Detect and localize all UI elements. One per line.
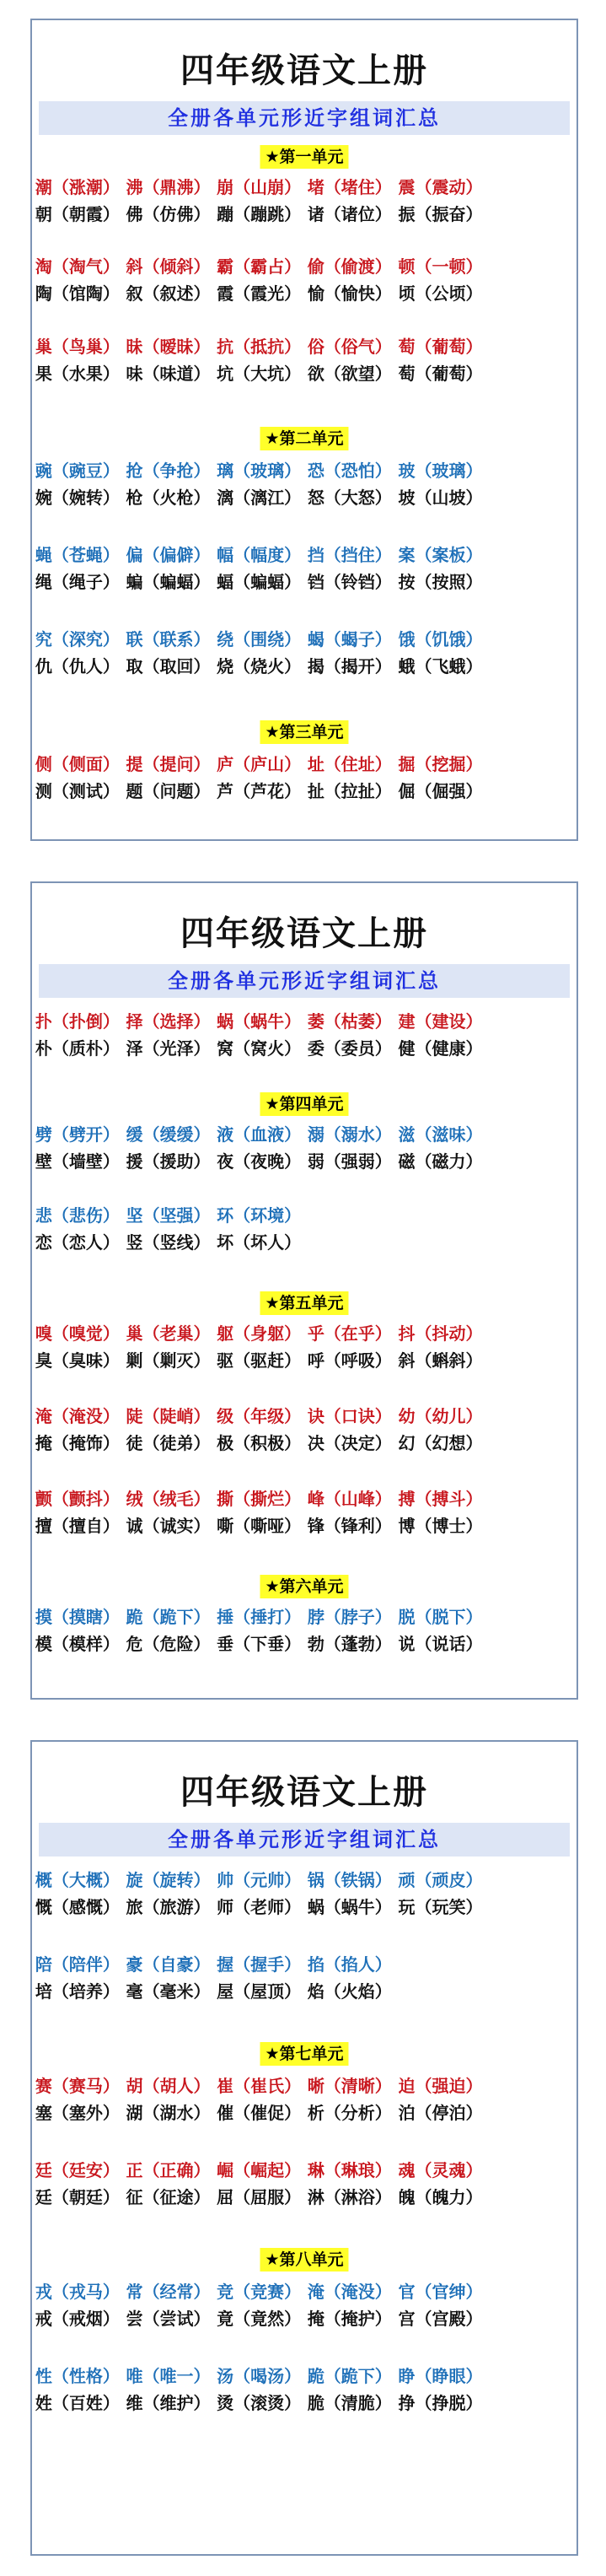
word-cell: 湖（湖水） bbox=[126, 2103, 211, 2123]
unit-4-label: ★第四单元 bbox=[260, 1092, 348, 1116]
word-cell: 坏（坏人） bbox=[217, 1232, 302, 1253]
word-cell: 斜（蝌斜） bbox=[398, 1350, 483, 1371]
unit-7-label: ★第七单元 bbox=[260, 2042, 348, 2066]
word-cell: 垂（下垂） bbox=[217, 1634, 302, 1654]
word-cell: 侧（侧面） bbox=[35, 754, 120, 774]
word-row bbox=[32, 282, 577, 305]
word-cell: 烧（烧火） bbox=[217, 656, 302, 676]
word-cell: 绳（绳子） bbox=[35, 572, 120, 592]
word-cell: 震（震动） bbox=[398, 177, 483, 197]
word-row bbox=[32, 2280, 577, 2304]
word-cell: 择（选择） bbox=[126, 1011, 211, 1032]
word-row bbox=[32, 1431, 577, 1455]
word-cell: 堵（堵住） bbox=[307, 177, 392, 197]
word-cell: 正（正确） bbox=[126, 2160, 211, 2180]
sheet-page-1 bbox=[30, 19, 578, 841]
unit-6-label: ★第六单元 bbox=[260, 1575, 348, 1598]
word-cell: 剿（剿灭） bbox=[126, 1350, 211, 1371]
word-cell: 胡（胡人） bbox=[126, 2076, 211, 2096]
word-row bbox=[32, 1980, 577, 2003]
word-cell: 滋（滋味） bbox=[398, 1124, 483, 1145]
word-cell: 师（老师） bbox=[217, 1897, 302, 1917]
word-cell: 陪（陪伴） bbox=[35, 1954, 120, 1975]
word-cell: 霸（霸占） bbox=[217, 256, 302, 277]
word-cell: 味（味道） bbox=[126, 364, 211, 384]
word-cell: 崔（崔氏） bbox=[217, 2076, 302, 2096]
word-cell: 怒（大怒） bbox=[307, 488, 392, 508]
word-cell: 巢（老巢） bbox=[126, 1323, 211, 1344]
word-cell: 昧（暧昧） bbox=[126, 337, 211, 357]
word-row bbox=[32, 1953, 577, 1976]
word-cell: 握（握手） bbox=[217, 1954, 302, 1975]
word-cell: 悲（悲伤） bbox=[35, 1205, 120, 1226]
word-cell: 玻（玻璃） bbox=[398, 461, 483, 481]
word-cell: 璃（玻璃） bbox=[217, 461, 302, 481]
word-cell: 跪（跪下） bbox=[307, 2366, 392, 2386]
word-cell: 宫（宫殿） bbox=[398, 2309, 483, 2329]
word-cell: 睁（睁眼） bbox=[398, 2366, 483, 2386]
word-cell: 健（健康） bbox=[398, 1038, 483, 1059]
word-cell: 旅（旅游） bbox=[126, 1897, 211, 1917]
word-cell: 恋（恋人） bbox=[35, 1232, 120, 1253]
word-cell: 唯（唯一） bbox=[126, 2366, 211, 2386]
word-cell: 毫（毫米） bbox=[126, 1981, 211, 2002]
word-cell: 偏（偏僻） bbox=[126, 545, 211, 565]
word-cell: 锅（铁锅） bbox=[307, 1870, 392, 1890]
word-row bbox=[32, 1123, 577, 1146]
word-cell: 淹（淹没） bbox=[307, 2282, 392, 2302]
word-cell: 捶（捶打） bbox=[217, 1607, 302, 1627]
word-cell: 屈（屈服） bbox=[217, 2187, 302, 2207]
word-cell: 朴（质朴） bbox=[35, 1038, 120, 1059]
word-cell: 铛（铃铛） bbox=[307, 572, 392, 592]
word-row bbox=[32, 655, 577, 678]
word-cell: 模（模样） bbox=[35, 1634, 120, 1654]
word-cell: 扑（扑倒） bbox=[35, 1011, 120, 1032]
word-cell: 掘（挖掘） bbox=[398, 754, 483, 774]
word-row bbox=[32, 2185, 577, 2209]
word-cell: 抗（抵抗） bbox=[217, 337, 302, 357]
word-cell: 撕（撕烂） bbox=[217, 1489, 302, 1509]
word-cell: 倔（倔强） bbox=[398, 781, 483, 801]
word-cell: 官（官绅） bbox=[398, 2282, 483, 2302]
page-subtitle: 全册各单元形近字组词汇总 bbox=[39, 101, 570, 135]
word-cell: 漓（漓江） bbox=[217, 488, 302, 508]
word-cell: 呼（呼吸） bbox=[307, 1350, 392, 1371]
word-row bbox=[32, 459, 577, 482]
word-cell: 蜗（蜗牛） bbox=[307, 1897, 392, 1917]
word-cell: 廷（朝廷） bbox=[35, 2187, 120, 2207]
word-cell: 徒（徒弟） bbox=[126, 1433, 211, 1453]
word-cell: 魄（魄力） bbox=[398, 2187, 483, 2207]
word-cell: 俗（俗气） bbox=[307, 337, 392, 357]
word-cell: 萄（葡萄） bbox=[398, 337, 483, 357]
word-cell: 蛾（飞蛾） bbox=[398, 656, 483, 676]
sheet-page-2 bbox=[30, 881, 578, 1700]
word-row bbox=[32, 1514, 577, 1538]
word-cell: 委（委员） bbox=[307, 1038, 392, 1059]
word-cell: 汤（喝汤） bbox=[217, 2366, 302, 2386]
word-cell: 嘶（嘶哑） bbox=[217, 1516, 302, 1536]
word-cell: 泽（光泽） bbox=[126, 1038, 211, 1059]
word-cell: 枪（火枪） bbox=[126, 488, 211, 508]
word-cell: 掩（掩护） bbox=[307, 2309, 392, 2329]
word-cell: 帅（元帅） bbox=[217, 1870, 302, 1890]
word-row bbox=[32, 202, 577, 226]
word-cell: 欲（欲望） bbox=[307, 364, 392, 384]
word-row bbox=[32, 1605, 577, 1629]
page-title: 四年级语文上册 bbox=[180, 913, 428, 953]
word-cell: 豌（豌豆） bbox=[35, 461, 120, 481]
word-cell: 弱（强弱） bbox=[307, 1151, 392, 1172]
word-cell: 嗅（嗅觉） bbox=[35, 1323, 120, 1344]
word-cell: 揭（揭开） bbox=[307, 656, 392, 676]
word-cell: 性（性格） bbox=[35, 2366, 120, 2386]
word-row bbox=[32, 1895, 577, 1919]
word-cell: 顿（一顿） bbox=[398, 256, 483, 277]
word-row bbox=[32, 362, 577, 385]
word-cell: 芦（芦花） bbox=[217, 781, 302, 801]
word-cell: 坡（山坡） bbox=[398, 488, 483, 508]
word-cell: 屋（屋顶） bbox=[217, 1981, 302, 2002]
word-cell: 萎（枯萎） bbox=[307, 1011, 392, 1032]
word-cell: 淘（淘气） bbox=[35, 256, 120, 277]
page-subtitle: 全册各单元形近字组词汇总 bbox=[39, 964, 570, 998]
word-cell: 峰（山峰） bbox=[307, 1489, 392, 1509]
word-cell: 婉（婉转） bbox=[35, 488, 120, 508]
word-cell: 勃（蓬勃） bbox=[307, 1634, 392, 1654]
word-cell: 决（决定） bbox=[307, 1433, 392, 1453]
word-cell: 蝇（苍蝇） bbox=[35, 545, 120, 565]
word-cell: 恐（恐怕） bbox=[307, 461, 392, 481]
word-cell: 驱（驱赶） bbox=[217, 1350, 302, 1371]
word-cell: 坑（大坑） bbox=[217, 364, 302, 384]
word-cell: 沸（鼎沸） bbox=[126, 177, 211, 197]
word-cell: 淹（淹没） bbox=[35, 1406, 120, 1426]
word-cell: 佛（仿佛） bbox=[126, 204, 211, 224]
word-cell: 庐（庐山） bbox=[217, 754, 302, 774]
word-row bbox=[32, 1349, 577, 1372]
word-row bbox=[32, 175, 577, 199]
word-cell: 按（按照） bbox=[398, 572, 483, 592]
word-cell: 窝（窝火） bbox=[217, 1038, 302, 1059]
word-cell: 溺（溺水） bbox=[307, 1124, 392, 1145]
word-row bbox=[32, 779, 577, 803]
word-cell: 玩（玩笑） bbox=[398, 1897, 483, 1917]
unit-5-label: ★第五单元 bbox=[260, 1291, 348, 1315]
word-cell: 搏（搏斗） bbox=[398, 1489, 483, 1509]
word-cell: 援（援助） bbox=[126, 1151, 211, 1172]
word-cell: 竟（竟然） bbox=[217, 2309, 302, 2329]
word-cell: 晰（清晰） bbox=[307, 2076, 392, 2096]
word-cell: 级（年级） bbox=[217, 1406, 302, 1426]
word-cell: 培（培养） bbox=[35, 1981, 120, 2002]
word-cell: 诚（诚实） bbox=[126, 1516, 211, 1536]
word-cell: 饿（饥饿） bbox=[398, 629, 483, 649]
word-cell: 绒（绒毛） bbox=[126, 1489, 211, 1509]
page-subtitle: 全册各单元形近字组词汇总 bbox=[39, 1823, 570, 1857]
word-row bbox=[32, 2101, 577, 2125]
word-cell: 诸（诸位） bbox=[307, 204, 392, 224]
word-cell: 豪（自豪） bbox=[126, 1954, 211, 1975]
word-cell: 析（分析） bbox=[307, 2103, 392, 2123]
word-cell: 液（血液） bbox=[217, 1124, 302, 1145]
word-cell: 究（深究） bbox=[35, 629, 120, 649]
word-cell: 愉（愉快） bbox=[307, 283, 392, 304]
word-cell: 抖（抖动） bbox=[398, 1323, 483, 1344]
word-cell: 扯（拉扯） bbox=[307, 781, 392, 801]
word-row bbox=[32, 1632, 577, 1656]
word-cell: 廷（廷安） bbox=[35, 2160, 120, 2180]
word-row bbox=[32, 628, 577, 651]
word-cell: 臭（臭味） bbox=[35, 1350, 120, 1371]
word-row bbox=[32, 1487, 577, 1511]
word-cell: 蜗（蜗牛） bbox=[217, 1011, 302, 1032]
word-cell: 危（危险） bbox=[126, 1634, 211, 1654]
word-cell: 案（案板） bbox=[398, 545, 483, 565]
word-cell: 幻（幻想） bbox=[398, 1433, 483, 1453]
word-row bbox=[32, 1868, 577, 1892]
word-cell: 魂（灵魂） bbox=[398, 2160, 483, 2180]
word-cell: 振（振奋） bbox=[398, 204, 483, 224]
word-cell: 催（催促） bbox=[217, 2103, 302, 2123]
word-row bbox=[32, 1037, 577, 1060]
word-cell: 崩（山崩） bbox=[217, 177, 302, 197]
word-cell: 缓（缓缓） bbox=[126, 1124, 211, 1145]
word-cell: 跪（跪下） bbox=[126, 1607, 211, 1627]
word-cell: 陡（陡峭） bbox=[126, 1406, 211, 1426]
word-cell: 幼（幼儿） bbox=[398, 1406, 483, 1426]
word-cell: 萄（葡萄） bbox=[398, 364, 483, 384]
word-cell: 说（说话） bbox=[398, 1634, 483, 1654]
word-row bbox=[32, 2074, 577, 2098]
word-row bbox=[32, 2364, 577, 2388]
word-cell: 斜（倾斜） bbox=[126, 256, 211, 277]
word-cell: 征（征途） bbox=[126, 2187, 211, 2207]
word-cell: 题（问题） bbox=[126, 781, 211, 801]
word-cell: 陶（馆陶） bbox=[35, 283, 120, 304]
word-cell: 联（联系） bbox=[126, 629, 211, 649]
unit-2-label: ★第二单元 bbox=[260, 427, 348, 450]
word-cell: 躯（身躯） bbox=[217, 1323, 302, 1344]
word-cell: 脖（脖子） bbox=[307, 1607, 392, 1627]
word-cell: 烫（滚烫） bbox=[217, 2393, 302, 2413]
word-cell: 泊（停泊） bbox=[398, 2103, 483, 2123]
word-cell: 维（维护） bbox=[126, 2393, 211, 2413]
word-cell: 摸（摸瞎） bbox=[35, 1607, 120, 1627]
word-cell: 挡（挡住） bbox=[307, 545, 392, 565]
word-cell: 慨（感慨） bbox=[35, 1897, 120, 1917]
word-cell: 琳（琳琅） bbox=[307, 2160, 392, 2180]
word-row bbox=[32, 2158, 577, 2182]
word-row bbox=[32, 1010, 577, 1033]
word-cell: 建（建设） bbox=[398, 1011, 483, 1032]
word-cell: 朝（朝霞） bbox=[35, 204, 120, 224]
word-cell: 戒（戒烟） bbox=[35, 2309, 120, 2329]
word-cell: 诀（口诀） bbox=[307, 1406, 392, 1426]
word-row bbox=[32, 1204, 577, 1227]
word-cell: 夜（夜晚） bbox=[217, 1151, 302, 1172]
word-row bbox=[32, 255, 577, 278]
page-title: 四年级语文上册 bbox=[180, 51, 428, 90]
word-cell: 偷（偷渡） bbox=[307, 256, 392, 277]
word-cell: 掐（掐人） bbox=[307, 1954, 392, 1975]
word-cell: 仇（仇人） bbox=[35, 656, 120, 676]
word-cell: 顽（顽皮） bbox=[398, 1870, 483, 1890]
word-row bbox=[32, 570, 577, 594]
word-cell: 顷（公顷） bbox=[398, 283, 483, 304]
page-title: 四年级语文上册 bbox=[180, 1772, 428, 1812]
word-cell: 塞（塞外） bbox=[35, 2103, 120, 2123]
unit-3-label: ★第三单元 bbox=[260, 720, 348, 744]
word-cell: 果（水果） bbox=[35, 364, 120, 384]
word-cell: 磁（磁力） bbox=[398, 1151, 483, 1172]
word-row bbox=[32, 752, 577, 776]
word-row bbox=[32, 2391, 577, 2415]
word-cell: 蝠（蝙蝠） bbox=[217, 572, 302, 592]
word-cell: 掩（掩饰） bbox=[35, 1433, 120, 1453]
word-cell: 提（提问） bbox=[126, 754, 211, 774]
word-cell: 崛（崛起） bbox=[217, 2160, 302, 2180]
word-cell: 极（积极） bbox=[217, 1433, 302, 1453]
word-cell: 博（博士） bbox=[398, 1516, 483, 1536]
word-cell: 焰（火焰） bbox=[307, 1981, 392, 2002]
word-cell: 潮（涨潮） bbox=[35, 177, 120, 197]
word-cell: 淋（淋浴） bbox=[307, 2187, 392, 2207]
word-cell: 颤（颤抖） bbox=[35, 1489, 120, 1509]
word-cell: 抢（争抢） bbox=[126, 461, 211, 481]
word-cell: 绕（围绕） bbox=[217, 629, 302, 649]
word-row bbox=[32, 486, 577, 509]
word-cell: 幅（幅度） bbox=[217, 545, 302, 565]
word-cell: 旋（旋转） bbox=[126, 1870, 211, 1890]
word-row bbox=[32, 335, 577, 358]
word-cell: 蹦（蹦跳） bbox=[217, 204, 302, 224]
word-cell: 擅（擅自） bbox=[35, 1516, 120, 1536]
word-row bbox=[32, 1404, 577, 1428]
word-row bbox=[32, 2307, 577, 2331]
word-cell: 址（住址） bbox=[307, 754, 392, 774]
word-cell: 蝙（蝙蝠） bbox=[126, 572, 211, 592]
word-cell: 戎（戎马） bbox=[35, 2282, 120, 2302]
word-cell: 竖（竖线） bbox=[126, 1232, 211, 1253]
word-cell: 测（测试） bbox=[35, 781, 120, 801]
word-cell: 脆（清脆） bbox=[307, 2393, 392, 2413]
word-row bbox=[32, 1231, 577, 1254]
word-cell: 脱（脱下） bbox=[398, 1607, 483, 1627]
word-cell: 竞（竞赛） bbox=[217, 2282, 302, 2302]
word-row bbox=[32, 1322, 577, 1345]
word-cell: 姓（百姓） bbox=[35, 2393, 120, 2413]
word-cell: 蝎（蝎子） bbox=[307, 629, 392, 649]
word-cell: 壁（墙壁） bbox=[35, 1151, 120, 1172]
word-cell: 尝（尝试） bbox=[126, 2309, 211, 2329]
word-cell: 常（经常） bbox=[126, 2282, 211, 2302]
word-cell: 霞（霞光） bbox=[217, 283, 302, 304]
word-cell: 叙（叙述） bbox=[126, 283, 211, 304]
word-cell: 迫（强迫） bbox=[398, 2076, 483, 2096]
word-cell: 锋（锋利） bbox=[307, 1516, 392, 1536]
word-cell: 概（大概） bbox=[35, 1870, 120, 1890]
word-cell: 环（环境） bbox=[217, 1205, 302, 1226]
word-cell: 乎（在乎） bbox=[307, 1323, 392, 1344]
unit-8-label: ★第八单元 bbox=[260, 2248, 348, 2272]
word-cell: 巢（鸟巢） bbox=[35, 337, 120, 357]
word-cell: 取（取回） bbox=[126, 656, 211, 676]
word-row bbox=[32, 1150, 577, 1173]
sheet-page-3 bbox=[30, 1740, 578, 2556]
word-row bbox=[32, 543, 577, 567]
word-cell: 劈（劈开） bbox=[35, 1124, 120, 1145]
word-cell: 赛（赛马） bbox=[35, 2076, 120, 2096]
word-cell: 坚（坚强） bbox=[126, 1205, 211, 1226]
unit-1-label: ★第一单元 bbox=[260, 145, 348, 169]
word-cell: 挣（挣脱） bbox=[398, 2393, 483, 2413]
